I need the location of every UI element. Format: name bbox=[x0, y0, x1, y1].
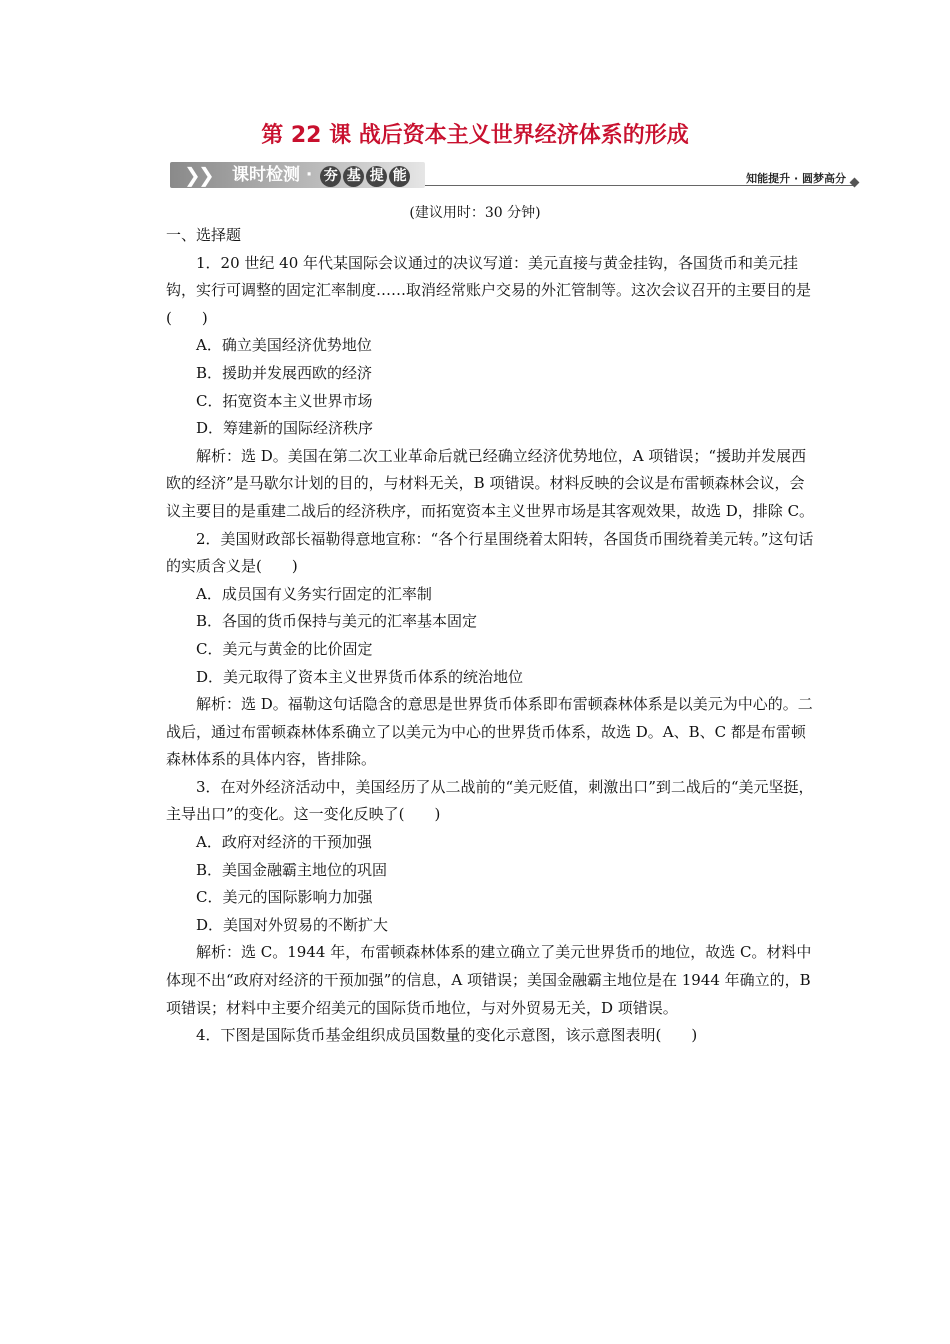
banner-char: 能 bbox=[389, 166, 410, 187]
page-title: 第 22 课 战后资本主义世界经济体系的形成 bbox=[261, 123, 689, 148]
option: D．美国对外贸易的不断扩大 bbox=[196, 915, 389, 934]
option: A．成员国有义务实行固定的汇率制 bbox=[196, 584, 432, 603]
chevron-right-icon: ❯ bbox=[198, 163, 215, 187]
option: C．美元的国际影响力加强 bbox=[196, 888, 373, 907]
chevron-right-icon: ❯ bbox=[184, 163, 201, 187]
banner-left-text: 课时检测 · bbox=[232, 165, 319, 185]
option: D．筹建新的国际经济秩序 bbox=[196, 419, 374, 438]
analysis: 解析：选 C。1944 年，布雷顿森林体系的建立确立了美元世界货币的地位，故选 C。材料中体现不出“政府对经济的干预加强”的信息，A 项错误；美国金融霸主地位是在 1944 年确立的，B 项错误；材料中主要介绍美元的国际货币地位，与对外贸易无关，D 项错误。 bbox=[166, 943, 812, 1017]
banner-char: 基 bbox=[343, 166, 364, 187]
banner-char: 提 bbox=[366, 166, 387, 187]
option: A．政府对经济的干预加强 bbox=[196, 833, 372, 852]
question-stem: 2．美国财政部长福勒得意地宣称：“各个行星围绕着太阳转，各国货币围绕着美元转。”这句话的实质含义是( ) bbox=[166, 529, 814, 576]
option: B．各国的货币保持与美元的汇率基本固定 bbox=[196, 612, 478, 631]
option: D．美元取得了资本主义世界货币体系的统治地位 bbox=[196, 667, 524, 686]
question-stem: 4．下图是国际货币基金组织成员国数量的变化示意图，该示意图表明( ) bbox=[196, 1026, 698, 1045]
question-stem: 3．在对外经济活动中，美国经历了从二战前的“美元贬值，刺激出口”到二战后的“美元坚挺，主导出口”的变化。这一变化反映了( ) bbox=[166, 777, 814, 824]
banner-right-text: 知能提升 · 圆梦高分 bbox=[746, 172, 846, 185]
option: C．拓宽资本主义世界市场 bbox=[196, 391, 373, 410]
analysis: 解析：选 D。美国在第二次工业革命后就已经确立经济优势地位，A 项错误；“援助并发展西欧的经济”是马歇尔计划的目的，与材料无关，B 项错误。材料反映的会议是布雷顿森林会议，会议主要目的是重建二战后的经济秩序，而拓宽资本主义世界市场是其客观效果，故选 D，排除 C。 bbox=[166, 446, 815, 520]
suggested-time: (建议用时：30 分钟) bbox=[409, 205, 541, 221]
section-banner bbox=[170, 160, 870, 190]
option: B．美国金融霸主地位的巩固 bbox=[196, 860, 388, 879]
banner-char: 夯 bbox=[320, 166, 341, 187]
question-list bbox=[166, 222, 816, 1050]
analysis: 解析：选 D。福勒这句话隐含的意思是世界货币体系即布雷顿森林体系是以美元为中心的。二战后，通过布雷顿森林体系确立了以美元为中心的世界货币体系，故选 D。A、B、C 都是布雷顿森林体系的具体内容，皆排除。 bbox=[166, 695, 813, 769]
option: C．美元与黄金的比价固定 bbox=[196, 639, 373, 658]
option: A．确立美国经济优势地位 bbox=[196, 336, 372, 355]
question-stem: 1．20 世纪 40 年代某国际会议通过的决议写道：美元直接与黄金挂钩，各国货币和美元挂钩，实行可调整的固定汇率制度……取消经常账户交易的外汇管制等。这次会议召开的主要目的是( ) bbox=[166, 253, 812, 327]
option: B．援助并发展西欧的经济 bbox=[196, 363, 373, 382]
section-heading: 一、选择题 bbox=[166, 226, 242, 244]
banner-label bbox=[232, 162, 410, 188]
